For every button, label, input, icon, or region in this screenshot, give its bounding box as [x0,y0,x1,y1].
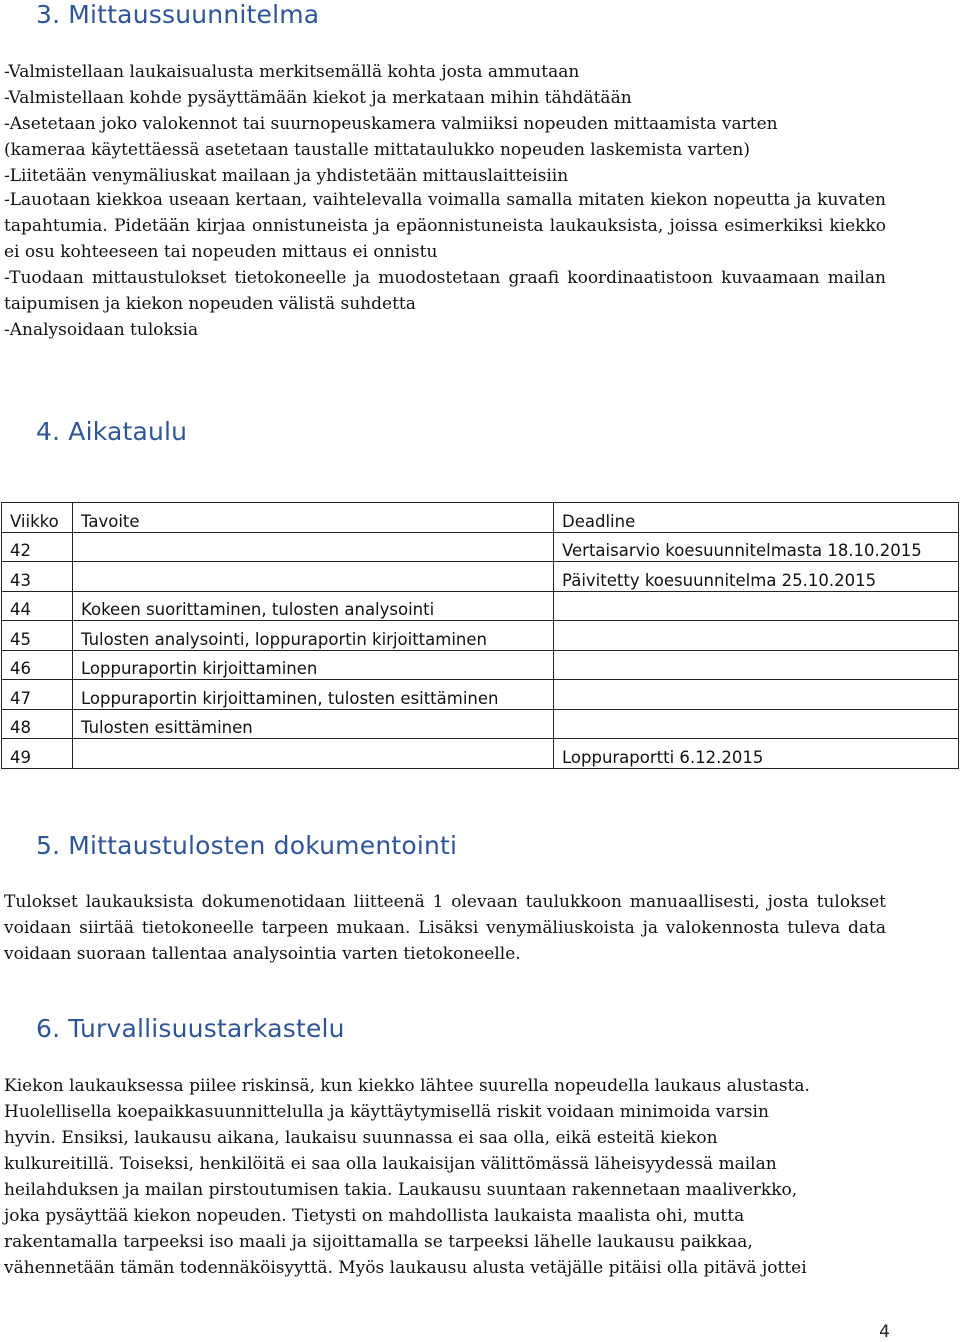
deadline-cell [554,591,959,621]
goal-cell: Kokeen suorittaminen, tulosten analysointi [73,591,554,621]
table-row [2,650,959,680]
sec3-line: -Valmistellaan laukaisualusta merkitsemällä kohta josta ammutaan [4,62,580,82]
section-5-number: 5. [36,831,61,860]
sec6-line: vähennetään tämän todennäköisyyttä. Myös laukausu alusta vetäjälle pitäisi olla pitävä jottei [4,1258,807,1278]
week-cell: 44 [2,591,73,621]
goal-cell [73,739,554,769]
deadline-cell: Loppuraportti 6.12.2015 [554,739,959,769]
sec3-line: -Asetetaan joko valokennot tai suurnopeuskamera valmiiksi nopeuden mittaamista varten [4,114,778,134]
section-4-number: 4. [36,417,61,446]
week-cell: 49 [2,739,73,769]
sec3-paragraph: -Lauotaan kiekkoa useaan kertaan, vaihtelevalla voimalla samalla mitaten kiekon nopeutta ja kuvaten tapahtumia. Pidetään kirjaa onnistuneista ja epäonnistuneista laukauksista, joissa esimerkiksi kiekko ei osu kohteeseen tai nopeuden mittaus ei onnistu [4,190,886,262]
section-3-title: Mittaussuunnitelma [68,0,320,29]
sec3-line: (kameraa käytettäessä asetetaan taustalle mittataulukko nopeuden laskemista varten) [4,140,750,160]
sec6-line: joka pysäyttää kiekon nopeuden. Tietysti on mahdollista laukaista maalista ohi, mutta [4,1206,745,1226]
goal-cell: Loppuraportin kirjoittaminen [73,650,554,680]
deadline-cell: Vertaisarvio koesuunnitelmasta 18.10.2015 [554,532,959,562]
goal-cell [73,532,554,562]
sec3-paragraph: -Tuodaan mittaustulokset tietokoneelle ja muodostetaan graafi koordinaatistoon kuvaamaan mailan taipumisen ja kiekon nopeuden välistä suhdetta [4,268,886,314]
sec5-text: Tulokset laukauksista dokumenotidaan liitteenä 1 olevaan taulukkoon manuaallisesti, josta tulokset voidaan siirtää tietokoneelle tarpeen mukaan. Lisäksi venymäliuskoista ja valokennosta tuleva data voidaan suoraan tallentaa analysointia varten tietokoneelle. [4,892,886,964]
goal-cell: Tulosten analysointi, loppuraportin kirjoittaminen [73,621,554,651]
deadline-cell [554,680,959,710]
header-cell: Tavoite [73,503,554,533]
deadline-cell [554,650,959,680]
table-row [2,562,959,592]
sec6-line: Kiekon laukauksessa piilee riskinsä, kun kiekko lähtee suurella nopeudella laukaus alustasta. [4,1076,810,1096]
week-cell: 43 [2,562,73,592]
sec5-paragraph [4,889,886,967]
sec3-line: -Valmistellaan kohde pysäyttämään kiekot ja merkataan mihin tähdätään [4,88,632,108]
section-6-heading [36,1014,345,1043]
sec3-line: -Liitetään venymäliuskat mailaan ja yhdistetään mittauslaitteisiin [4,166,569,186]
section-3-heading [36,0,319,29]
sec6-line: hyvin. Ensiksi, laukausu aikana, laukaisu suunnassa ei saa olla, eikä esteitä kiekon [4,1128,718,1148]
table-row [2,621,959,651]
week-cell: 48 [2,709,73,739]
section-5-title: Mittaustulosten dokumentointi [68,831,458,860]
table-row [2,532,959,562]
header-cell: Viikko [2,503,73,533]
goal-cell [73,562,554,592]
deadline-cell [554,621,959,651]
sec6-line: rakentamalla tarpeeksi iso maali ja sijoittamalla se tarpeeksi lähelle laukausu paikkaa, [4,1232,753,1252]
page-number: 4 [879,1322,890,1342]
section-6-title: Turvallisuustarkastelu [68,1014,345,1043]
sec3-paragraphs [4,187,886,343]
section-6-number: 6. [36,1014,61,1043]
table-header-row [2,503,959,533]
sec6-line: kulkureitillä. Toiseksi, henkilöitä ei saa olla laukaisijan välittömässä läheisyydessä mailan [4,1154,777,1174]
table-row [2,739,959,769]
header-cell: Deadline [554,503,959,533]
deadline-cell: Päivitetty koesuunnitelma 25.10.2015 [554,562,959,592]
week-cell: 45 [2,621,73,651]
deadline-cell [554,709,959,739]
table-row [2,709,959,739]
section-4-heading [36,417,187,446]
week-cell: 46 [2,650,73,680]
week-cell: 47 [2,680,73,710]
sec6-line: heilahduksen ja mailan pirstoutumisen takia. Laukausu suuntaan rakennetaan maaliverkko, [4,1180,798,1200]
week-cell: 42 [2,532,73,562]
section-5-heading [36,831,457,860]
table-row [2,680,959,710]
sec6-line: Huolellisella koepaikkasuunnittelulla ja käyttäytymisellä riskit voidaan minimoida varsin [4,1102,769,1122]
goal-cell: Tulosten esittäminen [73,709,554,739]
sec3-paragraph: -Analysoidaan tuloksia [4,320,199,340]
section-4-title: Aikataulu [68,417,188,446]
schedule-table [1,502,959,769]
table-row [2,591,959,621]
goal-cell: Loppuraportin kirjoittaminen, tulosten esittäminen [73,680,554,710]
section-3-number: 3. [36,0,61,29]
